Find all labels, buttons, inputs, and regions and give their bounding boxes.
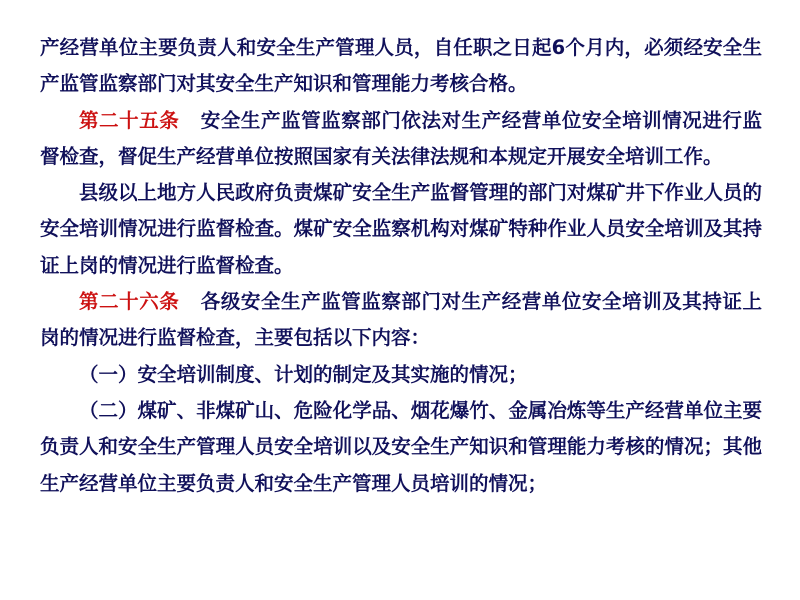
paragraph-continuation <box>40 30 762 103</box>
article-25-subparagraph <box>40 175 762 284</box>
list-item-text: （一）安全培训制度、计划的制定及其实施的情况； <box>79 362 528 386</box>
list-item-1 <box>40 357 762 393</box>
article-25-paragraph <box>40 103 762 176</box>
article-26-paragraph <box>40 284 762 357</box>
regulation-text-body <box>40 30 762 502</box>
paragraph-text: 产经营单位主要负责人和安全生产管理人员，自任职之日起6个月内，必须经安全生产监管监察部门对其安全生产知识和管理能力考核合格。 <box>40 36 762 96</box>
list-item-2 <box>40 393 762 502</box>
paragraph-text: 各级安全生产监管监察部门对生产经营单位安全培训及其持证上岗的情况进行监督检查，主要包括以下内容： <box>40 290 762 350</box>
paragraph-text: 县级以上地方人民政府负责煤矿安全生产监督管理的部门对煤矿井下作业人员的安全培训情况进行监督检查。煤矿安全监察机构对煤矿特种作业人员安全培训及其持证上岗的情况进行监督检查。 <box>40 181 762 277</box>
article-number-heading: 第二十五条 <box>79 108 180 132</box>
article-number-heading: 第二十六条 <box>79 290 180 314</box>
list-item-text: （二）煤矿、非煤矿山、危险化学品、烟花爆竹、金属冶炼等生产经营单位主要负责人和安全生产管理人员安全培训以及安全生产知识和管理能力考核的情况；其他生产经营单位主要负责人和安全生产管理人员培训的情况； <box>40 398 762 495</box>
paragraph-text: 安全生产监管监察部门依法对生产经营单位安全培训情况进行监督检查，督促生产经营单位按照国家有关法律法规和本规定开展安全培训工作。 <box>40 108 762 168</box>
